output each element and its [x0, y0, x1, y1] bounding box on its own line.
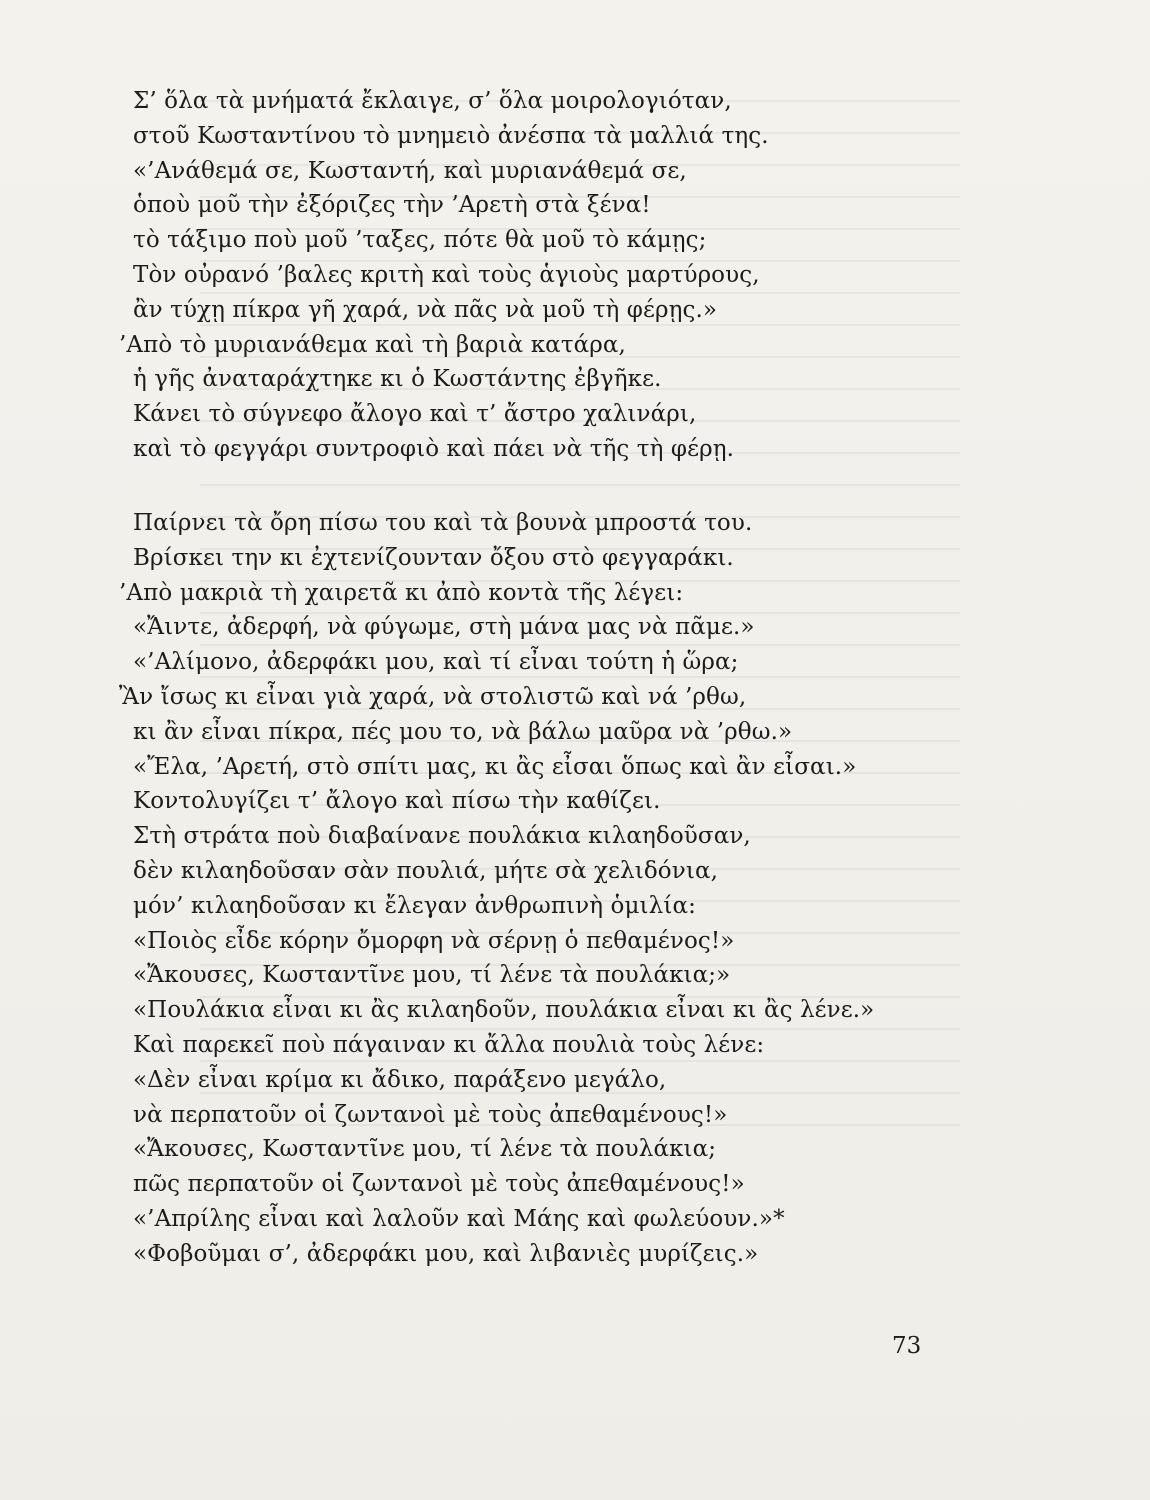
verse-line: Κάνει τὸ σύγνεφο ἄλογο καὶ τ’ ἄστρο χαλινάρι,	[133, 401, 697, 428]
verse-line: καὶ τὸ φεγγάρι συντροφιὸ καὶ πάει νὰ τῆς τὴ φέρῃ.	[133, 435, 735, 462]
verse-line: μόν’ κιλαηδοῦσαν κι ἔλεγαν ἀνθρωπινὴ ὁμιλία:	[133, 892, 696, 919]
page-number: 73	[892, 1333, 922, 1359]
verse-line: ἡ γῆς ἀναταράχτηκε κι ὁ Κωστάντης ἐβγῆκε.	[133, 366, 662, 393]
verse-line: Τὸν οὐρανό ’βαλες κριτὴ καὶ τοὺς ἁγιοὺς μαρτύρους,	[133, 261, 760, 288]
verse-line: ἂν τύχῃ πίκρα γῆ χαρά, νὰ πᾶς νὰ μοῦ τὴ φέρῃς.»	[133, 296, 718, 323]
verse-line: στοῦ Κωσταντίνου τὸ μνημειὸ ἀνέσπα τὰ μαλλιά της.	[133, 122, 769, 149]
verse-line: «Ποιὸς εἶδε κόρην ὄμορφη νὰ σέρνῃ ὁ πεθαμένος!»	[133, 927, 735, 954]
verse-line: «Ἄκουσες, Κωσταντῖνε μου, τί λένε τὰ πουλάκια;»	[133, 962, 731, 989]
verse-line: «Πουλάκια εἶναι κι ἂς κιλαηδοῦν, πουλάκια εἶναι κι ἂς λένε.»	[133, 997, 875, 1024]
verse-line: ὁποὺ μοῦ τὴν ἐξόριζες τὴν ’Αρετὴ στὰ ξένα!	[133, 192, 651, 219]
verse-line: «Δὲν εἶναι κρίμα κι ἄδικο, παράξενο μεγάλο,	[133, 1066, 667, 1093]
verse-line: «Ἔλα, ’Αρετή, στὸ σπίτι μας, κι ἂς εἶσαι ὅπως καὶ ἂν εἶσαι.»	[133, 753, 857, 780]
verse-line: τὸ τάξιμο ποὺ μοῦ ’ταξες, πότε θὰ μοῦ τὸ κάμῃς;	[133, 227, 707, 254]
verse-line: «’Ανάθεμά σε, Κωσταντή, καὶ μυριανάθεμά σε,	[133, 157, 687, 184]
verse-line: πῶς περπατοῦν οἱ ζωντανοὶ μὲ τοὺς ἀπεθαμένους!»	[133, 1171, 745, 1198]
verse-line: νὰ περπατοῦν οἱ ζωντανοὶ μὲ τοὺς ἀπεθαμένους!»	[133, 1101, 728, 1128]
poem-stanza-1	[119, 84, 1033, 467]
verse-line: «’Αλίμονο, ἀδερφάκι μου, καὶ τί εἶναι τούτη ἡ ὥρα;	[133, 649, 739, 676]
verse-line: Καὶ παρεκεῖ ποὺ πάγαιναν κι ἄλλα πουλιὰ τοὺς λένε:	[133, 1031, 765, 1058]
verse-line: «Ἄιντε, ἀδερφή, νὰ φύγωμε, στὴ μάνα μας νὰ πᾶμε.»	[133, 614, 755, 641]
verse-line: «Ἄκουσες, Κωσταντῖνε μου, τί λένε τὰ πουλάκια;	[133, 1136, 717, 1163]
verse-line: «’Απρίλης εἶναι καὶ λαλοῦν καὶ Μάης καὶ φωλεύουν.»*	[133, 1205, 785, 1232]
verse-line: κι ἂν εἶναι πίκρα, πές μου το, νὰ βάλω μαῦρα νὰ ’ρθω.»	[133, 718, 793, 745]
poem-stanza-2	[119, 506, 1033, 1272]
verse-line: Ἂν ἴσως κι εἶναι γιὰ χαρά, νὰ στολιστῶ καὶ νά ’ρθω,	[119, 683, 747, 710]
verse-line: Σ’ ὅλα τὰ μνήματά ἔκλαιγε, σ’ ὅλα μοιρολογιόταν,	[133, 88, 732, 114]
verse-line: ’Απὸ τὸ μυριανάθεμα καὶ τὴ βαριὰ κατάρα,	[119, 331, 626, 358]
verse-line: Κοντολυγίζει τ’ ἄλογο καὶ πίσω τὴν καθίζει.	[133, 788, 661, 815]
verse-line: «Φοβοῦμαι σ’, ἀδερφάκι μου, καὶ λιβανιὲς μυρίζεις.»	[133, 1240, 759, 1267]
verse-line: δὲν κιλαηδοῦσαν σὰν πουλιά, μήτε σὰ χελιδόνια,	[133, 857, 718, 884]
verse-line: Βρίσκει την κι ἐχτενίζουνταν ὄξου στὸ φεγγαράκι.	[133, 544, 734, 571]
verse-line: ’Απὸ μακριὰ τὴ χαιρετᾶ κι ἀπὸ κοντὰ τῆς λέγει:	[119, 579, 684, 606]
verse-line: Στὴ στράτα ποὺ διαβαίνανε πουλάκια κιλαηδοῦσαν,	[133, 823, 751, 850]
verse-line: Παίρνει τὰ ὄρη πίσω του καὶ τὰ βουνὰ μπροστά του.	[133, 510, 753, 536]
